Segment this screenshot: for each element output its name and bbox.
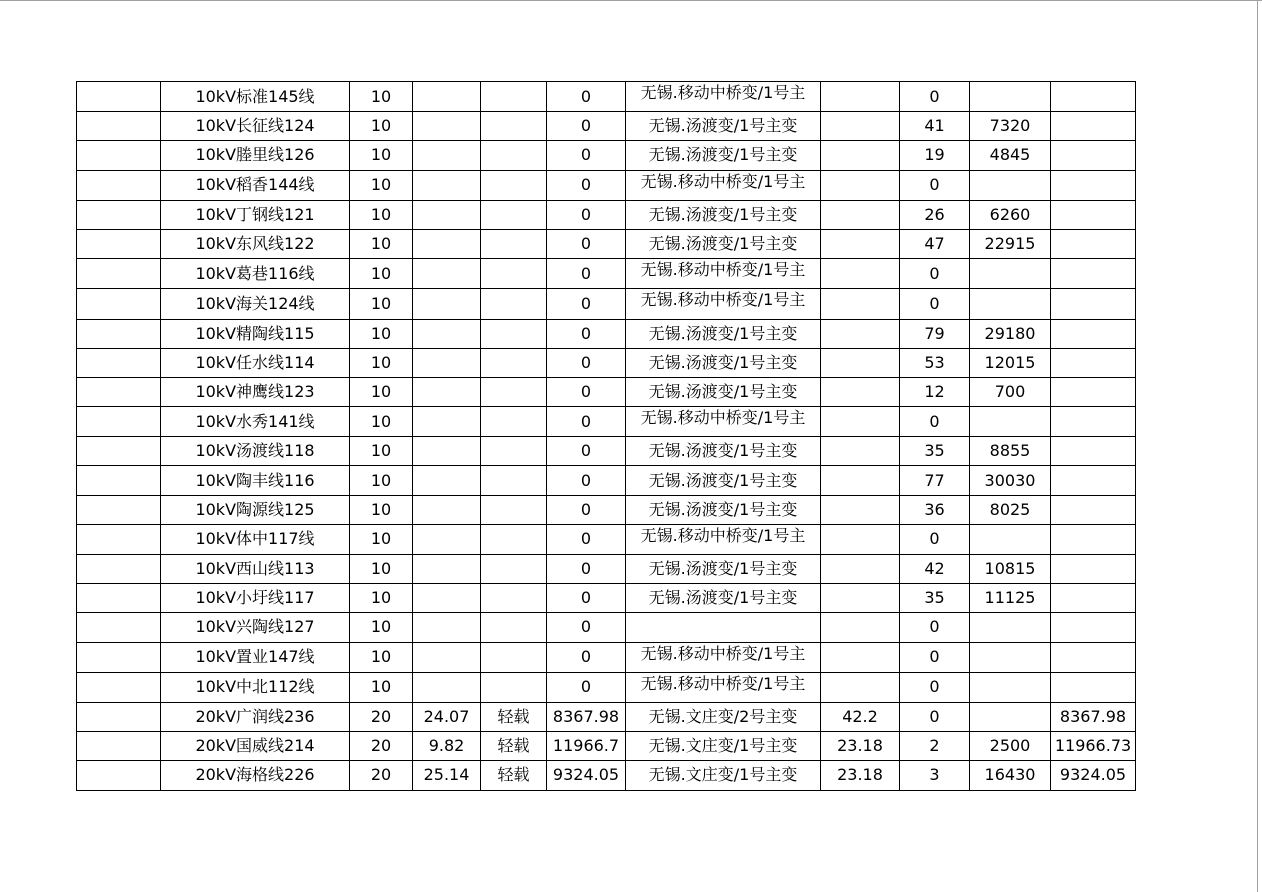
voltage-cell: 10 [350,555,413,584]
line-name-cell: 20kV国威线214 [161,732,350,761]
table-body [77,82,1136,791]
load-rate-cell [413,200,481,229]
count-cell: 79 [900,319,970,348]
count-cell: 47 [900,229,970,258]
capacity-cell: 16430 [970,761,1051,790]
load-status-cell: 轻载 [481,732,547,761]
count-cell: 42 [900,555,970,584]
load-rate-cell [413,289,481,319]
count-cell: 12 [900,377,970,406]
feeder-table [76,81,1136,791]
total-cell [1051,170,1136,200]
substation-cell: 无锡.汤渡变/1号主变 [626,112,821,141]
count-cell: 36 [900,495,970,524]
row-index-cell [77,200,161,229]
line-name-cell: 10kV小圩线117 [161,584,350,613]
capacity-cell: 10815 [970,555,1051,584]
capacity-cell [970,82,1051,112]
capacity-cell: 29180 [970,319,1051,348]
line-name-cell: 10kV水秀141线 [161,407,350,437]
total-cell [1051,613,1136,642]
capacity-cell [970,613,1051,642]
voltage-cell: 20 [350,732,413,761]
row-index-cell [77,259,161,289]
capacity-cell: 12015 [970,348,1051,377]
count-cell: 0 [900,82,970,112]
total-cell [1051,200,1136,229]
table-row [77,377,1136,406]
load-rate-cell [413,524,481,554]
load-rate-cell [413,82,481,112]
substation-cell: 无锡.汤渡变/1号主变 [626,348,821,377]
row-index-cell [77,170,161,200]
voltage-cell: 10 [350,466,413,495]
capacity-cell [970,672,1051,702]
load-value-cell: 0 [547,642,626,672]
load-value-cell: 9324.05 [547,761,626,790]
table-row [77,407,1136,437]
load-value-cell: 0 [547,377,626,406]
table-row [77,229,1136,258]
table-row [77,319,1136,348]
transformer-rate-cell [821,466,900,495]
total-cell [1051,466,1136,495]
transformer-rate-cell [821,524,900,554]
line-name-cell: 10kV标准145线 [161,82,350,112]
transformer-rate-cell [821,319,900,348]
load-status-cell [481,613,547,642]
total-cell [1051,259,1136,289]
substation-cell: 无锡.移动中桥变/1号主 [626,82,821,112]
substation-cell: 无锡.汤渡变/1号主变 [626,555,821,584]
table-row [77,141,1136,170]
voltage-cell: 10 [350,170,413,200]
total-cell [1051,82,1136,112]
load-rate-cell [413,170,481,200]
load-value-cell: 0 [547,495,626,524]
substation-cell: 无锡.汤渡变/1号主变 [626,141,821,170]
table-row [77,642,1136,672]
row-index-cell [77,702,161,731]
load-status-cell [481,524,547,554]
voltage-cell: 10 [350,319,413,348]
load-status-cell [481,82,547,112]
load-rate-cell [413,437,481,466]
count-cell: 0 [900,407,970,437]
voltage-cell: 10 [350,348,413,377]
row-index-cell [77,732,161,761]
count-cell: 0 [900,524,970,554]
load-status-cell [481,289,547,319]
transformer-rate-cell [821,377,900,406]
voltage-cell: 10 [350,289,413,319]
capacity-cell: 4845 [970,141,1051,170]
total-cell [1051,495,1136,524]
row-index-cell [77,495,161,524]
total-cell [1051,112,1136,141]
line-name-cell: 10kV海关124线 [161,289,350,319]
load-value-cell: 0 [547,466,626,495]
substation-cell: 无锡.汤渡变/1号主变 [626,495,821,524]
total-cell [1051,141,1136,170]
total-cell [1051,437,1136,466]
transformer-rate-cell [821,229,900,258]
transformer-rate-cell [821,407,900,437]
voltage-cell: 10 [350,141,413,170]
capacity-cell [970,702,1051,731]
line-name-cell: 10kV葛巷116线 [161,259,350,289]
table-row [77,170,1136,200]
load-rate-cell [413,672,481,702]
row-index-cell [77,377,161,406]
substation-cell: 无锡.汤渡变/1号主变 [626,437,821,466]
row-index-cell [77,642,161,672]
substation-cell: 无锡.移动中桥变/1号主 [626,289,821,319]
voltage-cell: 10 [350,437,413,466]
total-cell [1051,348,1136,377]
capacity-cell: 30030 [970,466,1051,495]
load-status-cell [481,259,547,289]
substation-cell: 无锡.移动中桥变/1号主 [626,407,821,437]
row-index-cell [77,348,161,377]
load-rate-cell [413,259,481,289]
voltage-cell: 10 [350,642,413,672]
load-rate-cell [413,642,481,672]
transformer-rate-cell: 42.2 [821,702,900,731]
voltage-cell: 10 [350,495,413,524]
voltage-cell: 10 [350,407,413,437]
voltage-cell: 10 [350,200,413,229]
table-row [77,613,1136,642]
load-value-cell: 0 [547,584,626,613]
voltage-cell: 10 [350,377,413,406]
row-index-cell [77,761,161,790]
load-value-cell: 0 [547,141,626,170]
load-status-cell [481,319,547,348]
total-cell: 11966.73 [1051,732,1136,761]
load-rate-cell [413,348,481,377]
capacity-cell: 8025 [970,495,1051,524]
line-name-cell: 10kV任水线114 [161,348,350,377]
page-right-border [1257,0,1258,892]
capacity-cell: 700 [970,377,1051,406]
load-status-cell [481,229,547,258]
line-name-cell: 10kV长征线124 [161,112,350,141]
total-cell [1051,672,1136,702]
table-row [77,761,1136,790]
voltage-cell: 10 [350,524,413,554]
substation-cell: 无锡.汤渡变/1号主变 [626,584,821,613]
load-rate-cell [413,407,481,437]
line-name-cell: 10kV兴陶线127 [161,613,350,642]
load-value-cell: 0 [547,613,626,642]
load-status-cell [481,348,547,377]
load-rate-cell [413,377,481,406]
transformer-rate-cell [821,348,900,377]
line-name-cell: 10kV精陶线115 [161,319,350,348]
transformer-rate-cell [821,200,900,229]
voltage-cell: 10 [350,82,413,112]
count-cell: 0 [900,289,970,319]
count-cell: 41 [900,112,970,141]
transformer-rate-cell [821,613,900,642]
voltage-cell: 10 [350,229,413,258]
voltage-cell: 20 [350,702,413,731]
transformer-rate-cell [821,437,900,466]
table-row [77,348,1136,377]
capacity-cell [970,407,1051,437]
transformer-rate-cell: 23.18 [821,761,900,790]
capacity-cell [970,259,1051,289]
table-row [77,524,1136,554]
load-value-cell: 0 [547,407,626,437]
line-name-cell: 10kV汤渡线118 [161,437,350,466]
capacity-cell: 22915 [970,229,1051,258]
row-index-cell [77,319,161,348]
capacity-cell [970,524,1051,554]
line-name-cell: 20kV广润线236 [161,702,350,731]
transformer-rate-cell [821,141,900,170]
count-cell: 0 [900,259,970,289]
load-rate-cell: 25.14 [413,761,481,790]
load-status-cell [481,141,547,170]
load-rate-cell [413,584,481,613]
load-value-cell: 0 [547,229,626,258]
row-index-cell [77,524,161,554]
count-cell: 53 [900,348,970,377]
load-value-cell: 0 [547,259,626,289]
transformer-rate-cell [821,672,900,702]
load-rate-cell [413,495,481,524]
load-value-cell: 0 [547,348,626,377]
transformer-rate-cell: 23.18 [821,732,900,761]
load-value-cell: 0 [547,524,626,554]
line-name-cell: 10kV陶丰线116 [161,466,350,495]
load-rate-cell [413,112,481,141]
load-value-cell: 0 [547,555,626,584]
row-index-cell [77,437,161,466]
row-index-cell [77,555,161,584]
load-value-cell: 0 [547,319,626,348]
row-index-cell [77,672,161,702]
count-cell: 2 [900,732,970,761]
row-index-cell [77,584,161,613]
transformer-rate-cell [821,642,900,672]
table-row [77,466,1136,495]
count-cell: 0 [900,170,970,200]
load-value-cell: 0 [547,437,626,466]
line-name-cell: 10kV东风线122 [161,229,350,258]
load-value-cell: 0 [547,82,626,112]
load-status-cell [481,437,547,466]
load-status-cell [481,466,547,495]
table-row [77,555,1136,584]
table-row [77,82,1136,112]
load-value-cell: 8367.98 [547,702,626,731]
table-row [77,495,1136,524]
load-status-cell [481,112,547,141]
line-name-cell: 10kV塍里线126 [161,141,350,170]
count-cell: 0 [900,642,970,672]
load-rate-cell [413,319,481,348]
total-cell [1051,524,1136,554]
row-index-cell [77,289,161,319]
substation-cell: 无锡.移动中桥变/1号主 [626,170,821,200]
voltage-cell: 10 [350,613,413,642]
load-status-cell [481,407,547,437]
load-value-cell: 11966.7 [547,732,626,761]
total-cell [1051,377,1136,406]
substation-cell: 无锡.文庄变/2号主变 [626,702,821,731]
substation-cell: 无锡.移动中桥变/1号主 [626,642,821,672]
load-value-cell: 0 [547,170,626,200]
substation-cell: 无锡.文庄变/1号主变 [626,732,821,761]
count-cell: 0 [900,672,970,702]
total-cell [1051,407,1136,437]
count-cell: 0 [900,702,970,731]
capacity-cell [970,289,1051,319]
load-value-cell: 0 [547,672,626,702]
count-cell: 19 [900,141,970,170]
voltage-cell: 10 [350,584,413,613]
substation-cell: 无锡.移动中桥变/1号主 [626,259,821,289]
substation-cell: 无锡.汤渡变/1号主变 [626,200,821,229]
load-rate-cell [413,466,481,495]
load-status-cell [481,495,547,524]
row-index-cell [77,466,161,495]
load-status-cell [481,200,547,229]
load-status-cell [481,377,547,406]
load-status-cell [481,584,547,613]
substation-cell [626,613,821,642]
transformer-rate-cell [821,584,900,613]
table-row [77,112,1136,141]
capacity-cell: 2500 [970,732,1051,761]
load-value-cell: 0 [547,112,626,141]
line-name-cell: 20kV海格线226 [161,761,350,790]
voltage-cell: 20 [350,761,413,790]
line-name-cell: 10kV丁钢线121 [161,200,350,229]
load-status-cell [481,170,547,200]
substation-cell: 无锡.汤渡变/1号主变 [626,319,821,348]
row-index-cell [77,82,161,112]
table-row [77,289,1136,319]
count-cell: 77 [900,466,970,495]
total-cell [1051,584,1136,613]
total-cell [1051,289,1136,319]
transformer-rate-cell [821,82,900,112]
line-name-cell: 10kV陶源线125 [161,495,350,524]
load-status-cell [481,555,547,584]
row-index-cell [77,407,161,437]
load-status-cell: 轻载 [481,702,547,731]
capacity-cell [970,170,1051,200]
total-cell [1051,555,1136,584]
substation-cell: 无锡.汤渡变/1号主变 [626,377,821,406]
substation-cell: 无锡.文庄变/1号主变 [626,761,821,790]
load-status-cell: 轻载 [481,761,547,790]
line-name-cell: 10kV体中117线 [161,524,350,554]
table-row [77,584,1136,613]
total-cell [1051,642,1136,672]
load-value-cell: 0 [547,289,626,319]
transformer-rate-cell [821,259,900,289]
capacity-cell: 6260 [970,200,1051,229]
load-rate-cell [413,613,481,642]
load-rate-cell [413,555,481,584]
count-cell: 26 [900,200,970,229]
load-rate-cell: 24.07 [413,702,481,731]
voltage-cell: 10 [350,112,413,141]
count-cell: 35 [900,437,970,466]
table-row [77,732,1136,761]
load-rate-cell [413,141,481,170]
load-rate-cell [413,229,481,258]
table-row [77,259,1136,289]
transformer-rate-cell [821,170,900,200]
transformer-rate-cell [821,495,900,524]
count-cell: 35 [900,584,970,613]
capacity-cell: 8855 [970,437,1051,466]
line-name-cell: 10kV置业147线 [161,642,350,672]
page-top-border [0,0,1262,1]
capacity-cell: 7320 [970,112,1051,141]
line-name-cell: 10kV稻香144线 [161,170,350,200]
total-cell: 8367.98 [1051,702,1136,731]
table-row [77,437,1136,466]
transformer-rate-cell [821,112,900,141]
transformer-rate-cell [821,555,900,584]
count-cell: 3 [900,761,970,790]
row-index-cell [77,112,161,141]
capacity-cell [970,642,1051,672]
table-row [77,200,1136,229]
row-index-cell [77,613,161,642]
line-name-cell: 10kV西山线113 [161,555,350,584]
load-value-cell: 0 [547,200,626,229]
count-cell: 0 [900,613,970,642]
load-rate-cell: 9.82 [413,732,481,761]
table-row [77,672,1136,702]
line-name-cell: 10kV神鹰线123 [161,377,350,406]
substation-cell: 无锡.移动中桥变/1号主 [626,524,821,554]
line-name-cell: 10kV中北112线 [161,672,350,702]
total-cell [1051,319,1136,348]
row-index-cell [77,141,161,170]
table-row [77,702,1136,731]
voltage-cell: 10 [350,259,413,289]
substation-cell: 无锡.汤渡变/1号主变 [626,229,821,258]
voltage-cell: 10 [350,672,413,702]
substation-cell: 无锡.移动中桥变/1号主 [626,672,821,702]
substation-cell: 无锡.汤渡变/1号主变 [626,466,821,495]
load-status-cell [481,672,547,702]
transformer-rate-cell [821,289,900,319]
row-index-cell [77,229,161,258]
load-status-cell [481,642,547,672]
total-cell: 9324.05 [1051,761,1136,790]
total-cell [1051,229,1136,258]
capacity-cell: 11125 [970,584,1051,613]
